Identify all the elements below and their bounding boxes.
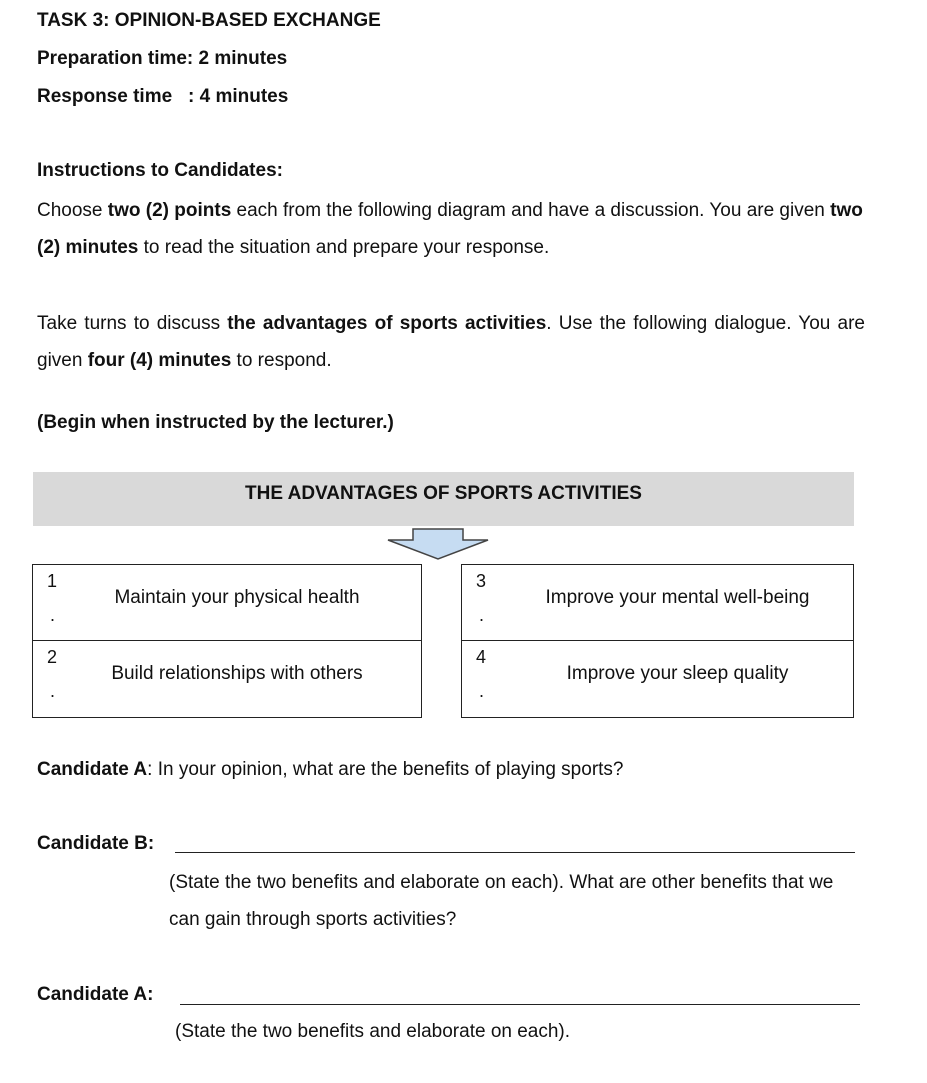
item-dot: .	[479, 605, 485, 625]
task-title: TASK 3: OPINION-BASED EXCHANGE	[37, 10, 381, 31]
instructions-paragraph-2	[37, 305, 865, 379]
diagram-item-1	[33, 565, 421, 641]
begin-note: (Begin when instructed by the lecturer.)	[37, 412, 394, 433]
instructions-heading: Instructions to Candidates:	[37, 160, 283, 181]
p1-text-d: two (2) minutes	[37, 200, 863, 258]
diagram-title: THE ADVANTAGES OF SPORTS ACTIVITIES	[33, 472, 854, 526]
p2-text-c: . Use the following dialogue. You are given	[37, 313, 865, 371]
dialogue-line-a1	[37, 759, 624, 781]
item-number: 3	[476, 571, 487, 591]
diagram-item-2	[33, 641, 421, 717]
item-number: 4	[476, 647, 487, 667]
dialogue-text: : In your opinion, what are the benefits of playing sports?	[147, 759, 624, 780]
p1-text-e: to read the situation and prepare your response.	[138, 237, 550, 258]
arrow-down-icon	[387, 528, 491, 562]
p1-text-c: each from the following diagram and have a discussion. You are given	[231, 200, 831, 221]
diagram-item-3	[462, 565, 853, 641]
p2-text-e: to respond.	[231, 350, 332, 371]
item-number: 1	[47, 571, 58, 591]
diagram-item-4	[462, 641, 853, 717]
item-dot: .	[479, 681, 485, 701]
p2-text-b: the advantages of sports activities	[227, 313, 547, 334]
p1-text-a: Choose	[37, 200, 108, 221]
instructions-paragraph-1	[37, 192, 865, 266]
response-time: Response time : 4 minutes	[37, 86, 289, 107]
p1-text-b: two (2) points	[107, 200, 232, 221]
item-dot: .	[50, 605, 56, 625]
diagram-box-left	[32, 564, 422, 718]
preparation-time: Preparation time: 2 minutes	[37, 48, 288, 69]
speaker-label-b: Candidate B:	[37, 833, 155, 854]
p2-text-d: four (4) minutes	[87, 350, 232, 371]
item-label: Improve your sleep quality	[566, 663, 789, 684]
speaker-label-a2: Candidate A:	[37, 984, 154, 1005]
item-label: Improve your mental well-being	[545, 587, 810, 608]
speaker-label: Candidate A	[37, 759, 148, 780]
item-number: 2	[47, 647, 58, 667]
note-b: (State the two benefits and elaborate on each). What are other benefits that we can gain through sports activities?	[169, 872, 834, 930]
item-label: Maintain your physical health	[114, 587, 360, 608]
diagram-box-right	[461, 564, 854, 718]
note-a2: (State the two benefits and elaborate on each).	[175, 1021, 571, 1042]
answer-line-a2	[180, 1004, 860, 1005]
item-label: Build relationships with others	[111, 663, 363, 684]
answer-line-b	[175, 852, 855, 853]
p2-text-a: Take turns to discuss	[37, 313, 228, 334]
item-dot: .	[50, 681, 56, 701]
